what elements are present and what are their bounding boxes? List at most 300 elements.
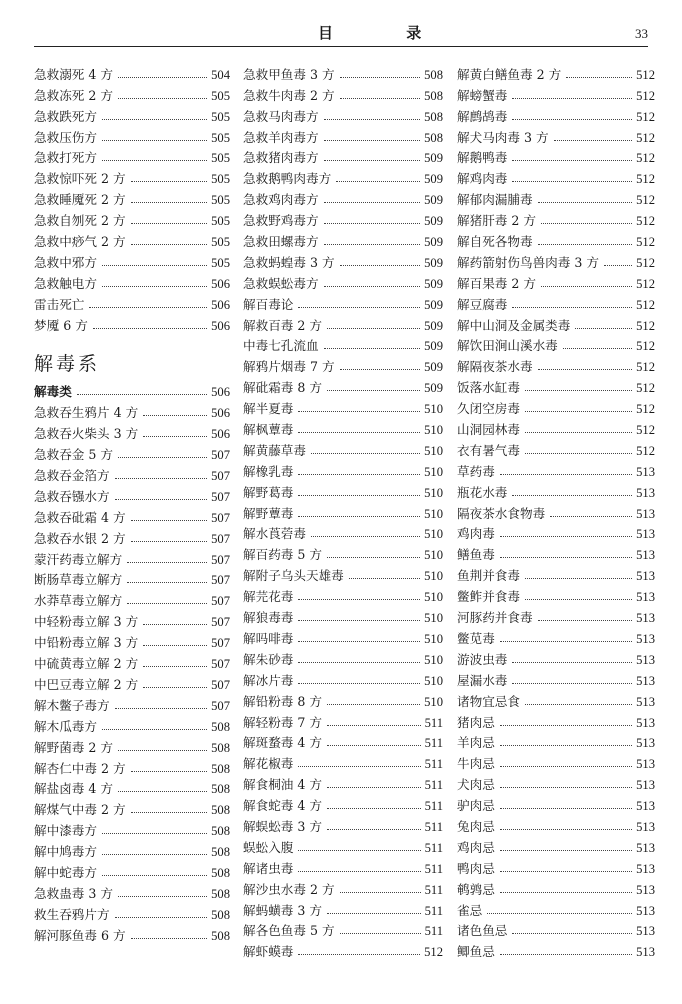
toc-list-top [34,62,230,334]
entry-page-number: 513 [636,799,655,814]
entry-page-number: 513 [636,506,655,521]
toc-entry[interactable] [457,208,655,229]
toc-entry[interactable] [243,584,443,605]
entry-title: 急救触电方 [34,275,97,291]
dot-leader [340,77,421,78]
entry-title: 解虾蟆毒 [243,944,294,960]
entry-title: 解百果毒 2 方 [457,275,536,291]
toc-entry[interactable] [34,714,230,735]
toc-entry[interactable] [457,62,655,83]
toc-entry[interactable] [243,772,443,793]
entry-title: 解中漆毒方 [34,823,97,839]
toc-entry[interactable] [457,313,655,334]
entry-page-number: 507 [211,448,230,463]
dot-leader [311,536,420,537]
toc-entry[interactable] [457,626,655,647]
toc-entry[interactable] [457,919,655,940]
toc-entry[interactable] [34,777,230,798]
toc-entry[interactable] [34,630,230,651]
entry-page-number: 505 [211,255,230,270]
toc-entry[interactable] [34,271,230,292]
toc-entry[interactable] [457,563,655,584]
toc-entry[interactable] [243,919,443,940]
entry-page-number: 512 [636,297,655,312]
dot-leader [349,578,420,579]
toc-entry[interactable] [34,463,230,484]
toc-entry[interactable] [243,835,443,856]
toc-entry[interactable] [457,146,655,167]
entry-page-number: 509 [424,360,443,375]
toc-entry[interactable] [243,354,443,375]
toc-entry[interactable] [34,505,230,526]
toc-entry[interactable] [243,208,443,229]
toc-entry[interactable] [457,542,655,563]
toc-entry[interactable] [243,626,443,647]
toc-entry[interactable] [243,292,443,313]
dot-leader [512,307,632,308]
toc-entry[interactable] [457,250,655,271]
entry-page-number: 509 [424,318,443,333]
entry-title: 解沙虫水毒 2 方 [243,881,335,897]
entry-title: 急救吞金 5 方 [34,447,113,463]
toc-entry[interactable] [457,354,655,375]
entry-page-number: 512 [636,214,655,229]
entry-page-number: 508 [211,782,230,797]
toc-entry[interactable] [457,187,655,208]
entry-page-number: 507 [211,489,230,504]
entry-title: 诸色鱼忌 [457,923,508,939]
entry-page-number: 512 [636,381,655,396]
entry-title: 解狼毒毒 [243,610,294,626]
toc-entry[interactable] [457,856,655,877]
toc-entry[interactable] [243,731,443,752]
entry-page-number: 508 [424,109,443,124]
toc-entry[interactable] [243,166,443,187]
dot-leader [500,787,632,788]
entry-title: 急救蜈蚣毒方 [243,275,319,291]
entry-title: 急救吞砒霜 4 方 [34,509,126,525]
entry-page-number: 507 [211,698,230,713]
dot-leader [525,704,632,705]
entry-page-number: 510 [424,652,443,667]
entry-title: 解螃蟹毒 [457,87,508,103]
dot-leader [340,892,421,893]
entry-title: 解鸦片烟毒 7 方 [243,359,335,375]
entry-title: 急救吞镪水方 [34,488,110,504]
entry-page-number: 508 [211,803,230,818]
dot-leader [131,223,208,224]
toc-entry[interactable] [457,689,655,710]
toc-entry[interactable] [34,547,230,568]
toc-entry[interactable] [457,480,655,501]
entry-page-number: 509 [424,151,443,166]
toc-entry[interactable] [34,568,230,589]
toc-entry[interactable] [457,584,655,605]
dot-leader [500,557,632,558]
toc-entry[interactable] [457,710,655,731]
entry-title: 急救睡魇死 2 方 [34,192,126,208]
dot-leader [327,787,421,788]
dot-leader [127,562,207,563]
entry-title: 解救百毒 2 方 [243,317,322,333]
entry-page-number: 510 [424,506,443,521]
toc-entry[interactable] [243,814,443,835]
entry-page-number: 510 [424,590,443,605]
toc-entry[interactable] [243,146,443,167]
toc-entry[interactable] [243,375,443,396]
toc-entry[interactable] [243,187,443,208]
entry-title: 解枫蕈毒 [243,422,294,438]
toc-entry[interactable] [243,751,443,772]
entry-title: 解朱砂毒 [243,651,294,667]
entry-page-number: 512 [636,318,655,333]
toc-entry[interactable] [243,856,443,877]
dot-leader [298,641,420,642]
dot-leader [102,833,207,834]
dot-leader [500,892,632,893]
entry-page-number: 509 [424,214,443,229]
dot-leader [327,808,421,809]
dot-leader [324,286,421,287]
toc-entry[interactable] [243,522,443,543]
entry-page-number: 510 [424,423,443,438]
toc-entry[interactable] [34,756,230,777]
toc-entry[interactable] [34,588,230,609]
toc-entry[interactable] [243,563,443,584]
toc-entry[interactable] [34,208,230,229]
entry-page-number: 507 [211,657,230,672]
toc-entry[interactable] [457,605,655,626]
toc-entry[interactable] [34,693,230,714]
toc-entry[interactable] [457,334,655,355]
toc-entry[interactable] [457,459,655,480]
toc-entry[interactable] [243,62,443,83]
dot-leader [575,328,632,329]
dot-leader [102,265,207,266]
toc-entry[interactable] [34,146,230,167]
toc-entry[interactable] [243,229,443,250]
entry-page-number: 513 [636,819,655,834]
entry-title: 解砒霜毒 8 方 [243,380,322,396]
toc-entry[interactable] [34,400,230,421]
toc-entry[interactable] [243,793,443,814]
entry-title: 山洞园林毒 [457,422,520,438]
toc-entry[interactable] [243,459,443,480]
toc-column-3 [457,62,655,960]
toc-entry[interactable] [243,250,443,271]
toc-entry[interactable] [243,271,443,292]
entry-title: 解中蛇毒方 [34,864,97,880]
entry-title: 解附子乌头天雄毒 [243,568,344,584]
dot-leader [131,812,208,813]
entry-page-number: 507 [211,552,230,567]
dot-leader [525,453,632,454]
entry-page-number: 508 [211,719,230,734]
toc-entry[interactable] [34,651,230,672]
entry-title: 急救田螺毒方 [243,234,319,250]
toc-entry[interactable] [457,772,655,793]
entry-title: 急救中邪方 [34,254,97,270]
entry-title: 解水莨菪毒 [243,526,306,542]
toc-entry[interactable] [457,271,655,292]
entry-page-number: 513 [636,548,655,563]
toc-entry[interactable] [243,689,443,710]
entry-title: 急救蛊毒 3 方 [34,885,113,901]
dot-leader [143,687,207,688]
dot-leader [118,98,207,99]
entry-page-number: 513 [636,903,655,918]
toc-entry[interactable] [457,835,655,856]
entry-page-number: 508 [211,907,230,922]
toc-entry[interactable] [457,292,655,313]
toc-entry[interactable] [34,526,230,547]
toc-entry[interactable] [34,735,230,756]
toc-entry[interactable] [34,442,230,463]
dot-leader [131,541,208,542]
entry-page-number: 507 [211,510,230,525]
dot-leader [538,369,633,370]
dot-leader [298,432,420,433]
entry-title: 解犬马肉毒 3 方 [457,129,549,145]
dot-leader [500,536,632,537]
entry-page-number: 513 [636,652,655,667]
toc-entry[interactable] [457,793,655,814]
toc-entry[interactable] [457,668,655,689]
dot-leader [500,766,632,767]
entry-page-number: 512 [636,360,655,375]
entry-title: 牛肉忌 [457,756,495,772]
toc-entry[interactable] [243,438,443,459]
entry-page-number: 510 [424,402,443,417]
entry-title: 解野葛毒 [243,484,294,500]
entry-title: 急救吞火柴头 3 方 [34,426,139,442]
toc-entry[interactable] [34,797,230,818]
dot-leader [115,917,208,918]
toc-entry[interactable] [457,877,655,898]
toc-entry[interactable] [34,839,230,860]
entry-page-number: 509 [424,381,443,396]
dot-leader [298,516,420,517]
toc-entry[interactable] [34,484,230,505]
toc-entry[interactable] [34,818,230,839]
entry-title: 解隔夜茶水毒 [457,359,533,375]
toc-entry[interactable] [34,62,230,83]
toc-entry[interactable] [457,438,655,459]
entry-page-number: 509 [424,339,443,354]
entry-title: 解自死各物毒 [457,234,533,250]
toc-entry[interactable] [34,83,230,104]
entry-title: 急救打死方 [34,150,97,166]
toc-entry[interactable] [34,104,230,125]
toc-entry[interactable] [457,375,655,396]
toc-entry[interactable] [243,480,443,501]
entry-title: 解百毒论 [243,296,294,312]
dot-leader [512,98,632,99]
toc-entry[interactable] [457,939,655,960]
entry-title: 解郁肉漏脯毒 [457,192,533,208]
dot-leader [143,624,207,625]
toc-entry[interactable] [34,250,230,271]
toc-entry[interactable] [457,125,655,146]
toc-entry[interactable] [34,166,230,187]
toc-entry[interactable] [243,501,443,522]
entry-title: 解吗啡毒 [243,630,294,646]
dot-leader [324,160,421,161]
entry-page-number: 511 [424,799,443,814]
entry-title: 鲫鱼忌 [457,944,495,960]
toc-entry[interactable] [34,292,230,313]
entry-page-number: 511 [424,924,443,939]
toc-entry[interactable] [243,125,443,146]
entry-title: 鱼荆并食毒 [457,568,520,584]
entry-title: 急救冻死 2 方 [34,87,113,103]
entry-page-number: 511 [424,757,443,772]
dot-leader [298,411,420,412]
dot-leader [327,745,421,746]
entry-page-number: 513 [636,673,655,688]
dot-leader [566,77,632,78]
dot-leader [118,77,207,78]
toc-entry[interactable] [243,605,443,626]
toc-entry[interactable] [457,501,655,522]
dot-leader [604,265,632,266]
toc-entry[interactable] [457,898,655,919]
entry-title: 解野菌毒 2 方 [34,739,113,755]
toc-entry[interactable] [457,104,655,125]
toc-entry[interactable] [34,881,230,902]
toc-entry[interactable] [457,83,655,104]
toc-entry[interactable] [457,647,655,668]
dot-leader [500,745,632,746]
toc-entry[interactable] [34,923,230,944]
entry-page-number: 506 [211,276,230,291]
entry-page-number: 507 [211,573,230,588]
toc-entry[interactable] [243,710,443,731]
toc-entry[interactable] [34,609,230,630]
entry-page-number: 505 [211,130,230,145]
toc-entry[interactable] [243,898,443,919]
entry-title: 急救吞水银 2 方 [34,530,126,546]
entry-page-number: 510 [424,631,443,646]
toc-entry[interactable] [34,672,230,693]
dot-leader [324,202,421,203]
entry-page-number: 509 [424,235,443,250]
entry-title: 急救溺死 4 方 [34,66,113,82]
dot-leader [77,394,207,395]
toc-entry[interactable] [457,396,655,417]
entry-page-number: 512 [636,423,655,438]
entry-page-number: 507 [211,677,230,692]
dot-leader [102,854,207,855]
toc-entry[interactable] [243,104,443,125]
toc-entry[interactable] [34,229,230,250]
dot-leader [131,938,208,939]
toc-entry[interactable] [34,421,230,442]
entry-title: 解斑蝥毒 4 方 [243,735,322,751]
entry-title: 解中山洞及金属类毒 [457,317,571,333]
toc-entry[interactable] [243,417,443,438]
entry-page-number: 510 [424,464,443,479]
entry-title: 游波虫毒 [457,651,508,667]
toc-entry[interactable] [243,83,443,104]
entry-title: 解盐卤毒 4 方 [34,781,113,797]
toc-entry[interactable] [243,313,443,334]
entry-page-number: 511 [424,840,443,855]
entry-title: 急救鹅鸭肉毒方 [243,171,332,187]
entry-title: 急救中痧气 2 方 [34,234,126,250]
dot-leader [324,348,421,349]
toc-entry[interactable] [457,814,655,835]
toc-entry[interactable] [34,380,230,401]
toc-list [457,62,655,960]
entry-title: 急救牛肉毒 2 方 [243,87,335,103]
entry-title: 解诸虫毒 [243,860,294,876]
entry-page-number: 513 [636,485,655,500]
entry-page-number: 510 [424,694,443,709]
entry-page-number: 504 [211,67,230,82]
dot-leader [538,202,633,203]
entry-title: 蒙汗药毒立解方 [34,551,123,567]
entry-title: 诸物宜忌食 [457,693,520,709]
entry-title: 兔肉忌 [457,818,495,834]
dot-leader [525,432,632,433]
entry-title: 急救跌死方 [34,108,97,124]
toc-entry[interactable] [243,396,443,417]
entry-title: 解黄藤草毒 [243,442,306,458]
entry-title: 隔夜茶水食物毒 [457,505,546,521]
dot-leader [143,436,207,437]
entry-title: 解半夏毒 [243,401,294,417]
entry-page-number: 512 [636,255,655,270]
toc-entry[interactable] [457,166,655,187]
toc-entry[interactable] [243,542,443,563]
toc-entry[interactable] [34,187,230,208]
dot-leader [500,850,632,851]
dot-leader [500,871,632,872]
entry-page-number: 508 [211,928,230,943]
toc-entry[interactable] [243,647,443,668]
dot-leader [118,791,207,792]
toc-column-2 [243,62,443,960]
dot-leader [541,223,632,224]
toc-entry[interactable] [243,668,443,689]
entry-page-number: 512 [636,172,655,187]
dot-leader [131,244,208,245]
entry-page-number: 511 [424,715,443,730]
entry-page-number: 512 [636,276,655,291]
toc-entry[interactable] [457,229,655,250]
toc-entry[interactable] [243,939,443,960]
entry-title: 鸭肉忌 [457,860,495,876]
toc-entry[interactable] [457,417,655,438]
dot-leader [131,771,208,772]
toc-entry[interactable] [457,751,655,772]
toc-entry[interactable] [34,313,230,334]
entry-title: 雷击死亡 [34,296,85,312]
entry-title: 屋漏水毒 [457,672,508,688]
toc-entry[interactable] [457,522,655,543]
toc-entry[interactable] [34,902,230,923]
dot-leader [118,896,207,897]
dot-leader [500,808,632,809]
toc-entry[interactable] [34,860,230,881]
toc-entry[interactable] [457,731,655,752]
dot-leader [143,666,207,667]
toc-entry[interactable] [243,334,443,355]
toc-entry[interactable] [243,877,443,898]
dot-leader [500,474,632,475]
toc-entry[interactable] [34,125,230,146]
